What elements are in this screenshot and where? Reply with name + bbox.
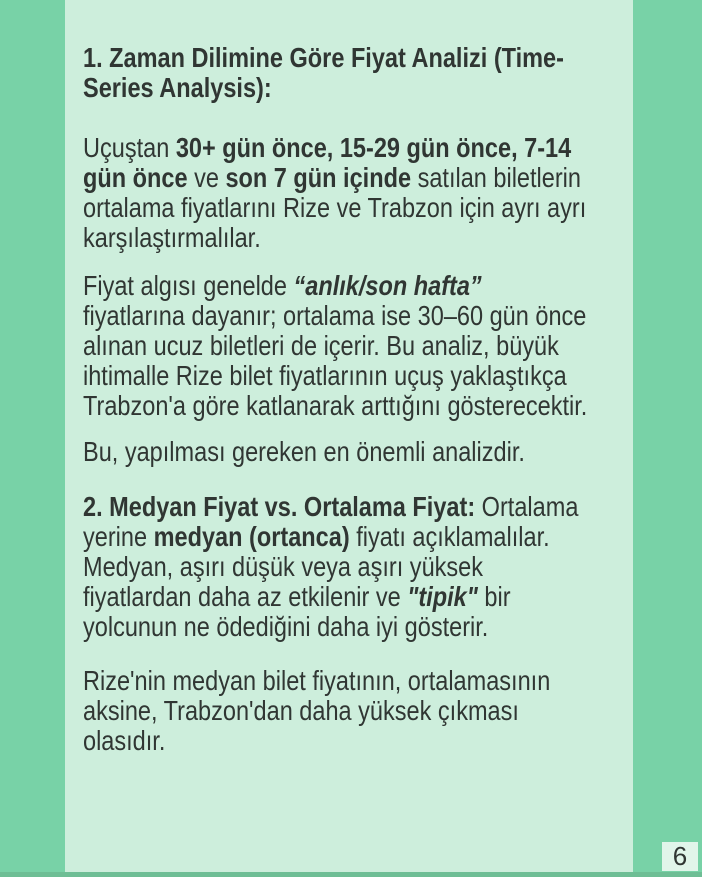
paragraph-time-windows — [83, 133, 637, 253]
bottom-edge-strip — [0, 872, 702, 877]
page-number: 6 — [672, 841, 688, 871]
text-line: Uçuştan 30+ gün önce, 15-29 gün önce, 7-14 — [83, 132, 572, 163]
paragraph-rize-median-conclusion — [83, 666, 637, 756]
text-line: Fiyat algısı genelde “anlık/son hafta” — [83, 270, 482, 301]
text-line: ihtimalle Rize bilet fiyatlarının uçuş yaklaştıkça — [83, 360, 567, 391]
text-line: karşılaştırmalılar. — [83, 222, 261, 253]
text-line: 1. Zaman Dilimine Göre Fiyat Analizi (Time- — [83, 42, 564, 73]
text-line: gün önce ve son 7 gün içinde satılan biletlerin — [83, 162, 582, 193]
text-line: yolcunun ne ödediğini daha iyi gösterir. — [83, 611, 489, 642]
text-line: alınan ucuz biletleri de içerir. Bu analiz, büyük — [83, 330, 559, 361]
text-block — [83, 43, 637, 756]
text-line: ortalama fiyatlarını Rize ve Trabzon için ayrı ayrı — [83, 192, 587, 223]
content-area — [65, 0, 633, 877]
text-line: Trabzon'a göre katlanarak arttığını gösterecektir. — [83, 390, 588, 421]
paragraph-most-important — [83, 437, 637, 467]
text-line: Bu, yapılması gereken en önemli analizdir. — [83, 436, 525, 467]
text-line: olasıdır. — [83, 725, 166, 756]
heading-time-series-analysis — [83, 43, 637, 103]
text-line: aksine, Trabzon'dan daha yüksek çıkması — [83, 695, 519, 726]
page-number-box — [662, 842, 698, 871]
text-line: fiyatlarına dayanır; ortalama ise 30–60 gün önce — [83, 300, 587, 331]
text-line: Rize'nin medyan bilet fiyatının, ortalamasının — [83, 665, 551, 696]
paragraph-price-perception — [83, 271, 637, 421]
text-line: 2. Medyan Fiyat vs. Ortalama Fiyat: Ortalama — [83, 491, 579, 522]
text-line: Medyan, aşırı düşük veya aşırı yüksek — [83, 551, 484, 582]
text-line: yerine medyan (ortanca) fiyatı açıklamalılar. — [83, 521, 550, 552]
text-line: fiyatlardan daha az etkilenir ve "tipik" bir — [83, 581, 511, 612]
text-line: Series Analysis): — [83, 72, 272, 103]
paragraph-median-vs-average — [83, 492, 637, 642]
